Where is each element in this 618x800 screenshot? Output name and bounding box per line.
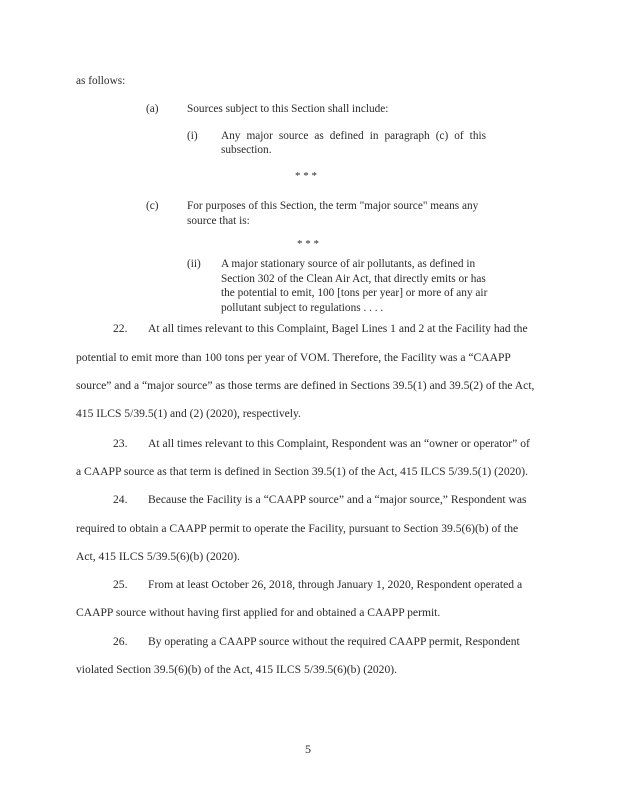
item-ii-line2: Section 302 of the Clean Air Act, that directly emits or has — [221, 273, 486, 285]
paragraph-25-number: 25. — [113, 578, 128, 591]
intro-text: as follows: — [76, 75, 126, 87]
paragraph-24-line: required to obtain a CAAPP permit to operate the Facility, pursuant to Section 39.5(6)(b) of the — [76, 522, 519, 535]
section-c-line2: source that is: — [187, 215, 250, 227]
paragraph-22-line: potential to emit more than 100 tons per year of VOM. Therefore, the Facility was a “CAAPP — [76, 351, 511, 364]
paragraph-22-number: 22. — [113, 322, 128, 335]
section-a-text: Sources subject to this Section shall include: — [187, 103, 389, 115]
item-i-line1: Any major source as defined in paragraph (c) of this — [221, 130, 487, 142]
paragraph-25-line: From at least October 26, 2018, through January 1, 2020, Respondent operated a — [148, 578, 523, 591]
page-number: 5 — [305, 742, 311, 756]
paragraph-23-line: At all times relevant to this Complaint, Respondent was an “owner or operator” of — [148, 437, 530, 450]
ellipsis-stars-2: * * * — [297, 238, 319, 250]
paragraph-26-line: By operating a CAAPP source without the required CAAPP permit, Respondent — [148, 635, 520, 648]
paragraph-22-line: 415 ILCS 5/39.5(1) and (2) (2020), respectively. — [76, 407, 301, 420]
paragraph-23-line: a CAAPP source as that term is defined in Section 39.5(1) of the Act, 415 ILCS 5/39.5(1) (2020). — [76, 465, 528, 478]
ellipsis-stars-1: * * * — [295, 170, 317, 182]
paragraph-26-number: 26. — [113, 635, 128, 648]
paragraph-22-line: source” and a “major source” as those terms are defined in Sections 39.5(1) and 39.5(2) of the Act, — [76, 379, 535, 392]
paragraph-25-line: CAAPP source without having first applied for and obtained a CAAPP permit. — [76, 606, 441, 619]
paragraph-22-line: At all times relevant to this Complaint, Bagel Lines 1 and 2 at the Facility had the — [148, 322, 528, 335]
section-c-line1: For purposes of this Section, the term "major source" means any — [187, 200, 479, 212]
item-i-line2: subsection. — [221, 144, 272, 156]
paragraph-24-line: Because the Facility is a “CAAPP source” and a “major source,” Respondent was — [148, 493, 527, 506]
paragraph-26-line: violated Section 39.5(6)(b) of the Act, 415 ILCS 5/39.5(6)(b) (2020). — [76, 663, 398, 676]
item-ii-label: (ii) — [187, 258, 201, 270]
section-a-label: (a) — [146, 103, 159, 115]
item-ii-line3: the potential to emit, 100 [tons per year] or more of any air — [221, 287, 488, 299]
item-ii-line1: A major stationary source of air pollutants, as defined in — [221, 258, 476, 270]
paragraph-24-number: 24. — [113, 493, 128, 506]
item-ii-line4: pollutant subject to regulations . . . . — [221, 302, 384, 314]
paragraph-23-number: 23. — [113, 437, 128, 450]
item-i-label: (i) — [187, 130, 198, 142]
section-c-label: (c) — [146, 200, 159, 212]
paragraph-24-line: Act, 415 ILCS 5/39.5(6)(b) (2020). — [76, 550, 240, 563]
